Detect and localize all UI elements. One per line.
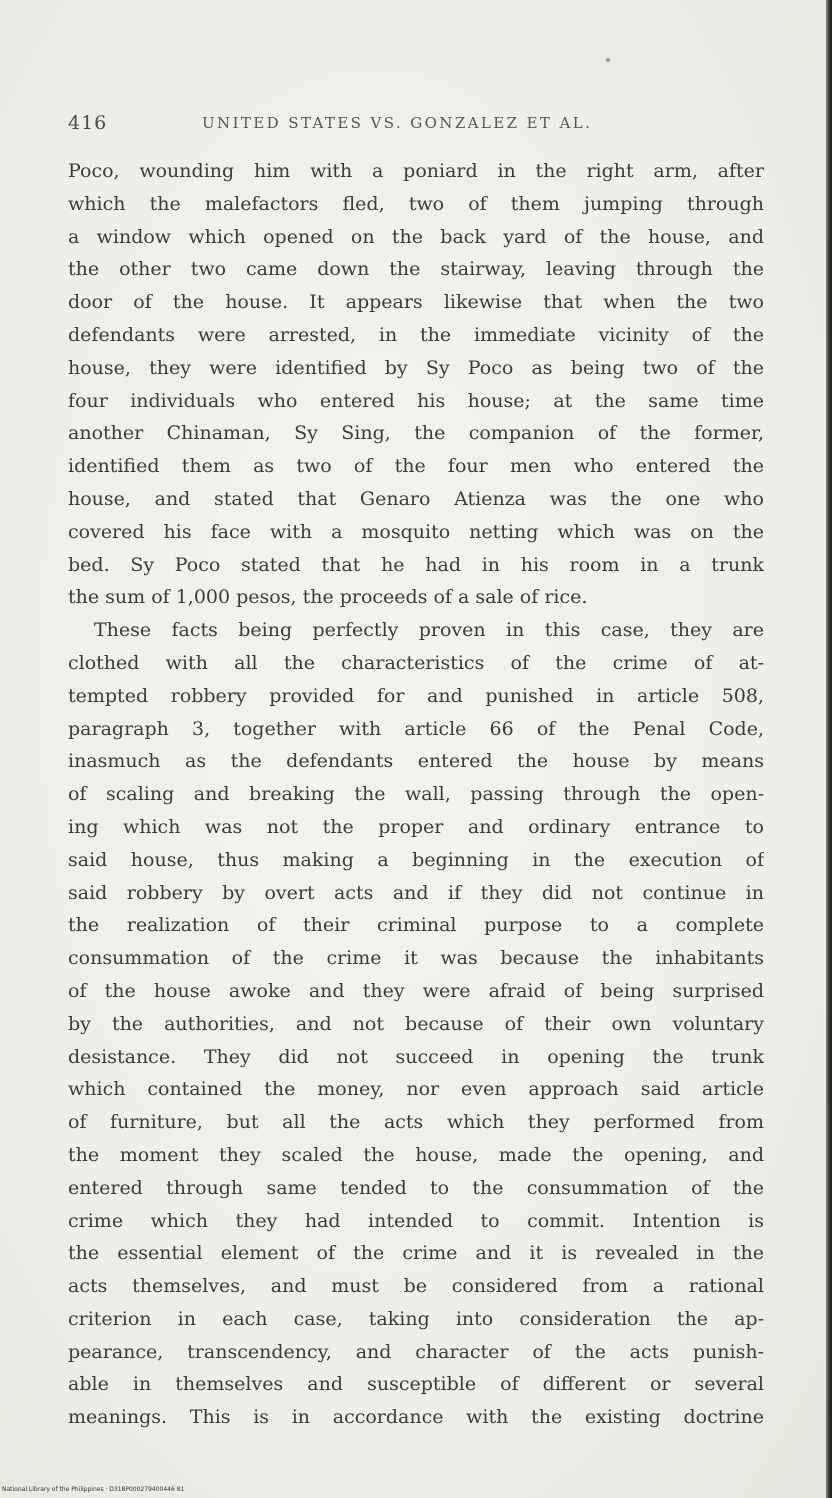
text-line: said robbery by overt acts and if they did not continue in — [68, 881, 764, 904]
text-line: identified them as two of the four men who entered the — [68, 455, 764, 478]
scan-footer: National Library of the Philippines · D318P000279400446 81 — [2, 1486, 185, 1493]
text-line: of scaling and breaking the wall, passing through the open- — [68, 783, 764, 806]
paragraph-2 — [68, 614, 764, 1434]
page-edge-shadow — [826, 0, 832, 1498]
page-number: 416 — [68, 112, 108, 134]
text-line: four individuals who entered his house; at the same time — [68, 389, 764, 412]
page-header — [68, 112, 768, 142]
text-line: desistance. They did not succeed in opening the trunk — [68, 1045, 764, 1068]
text-line: the other two came down the stairway, leaving through the — [68, 258, 764, 281]
text-line: criterion in each case, taking into consideration the ap- — [68, 1307, 764, 1330]
text-line: pearance, transcendency, and character of the acts punish- — [68, 1340, 764, 1363]
text-line: of the house awoke and they were afraid of being surprised — [68, 979, 764, 1002]
text-line: defendants were arrested, in the immediate vicinity of the — [68, 323, 764, 346]
text-line: which contained the money, nor even approach said article — [68, 1078, 764, 1101]
text-line: ing which was not the proper and ordinary entrance to — [68, 815, 764, 838]
text-line: entered through same tended to the consummation of the — [68, 1176, 764, 1199]
text-line: house, they were identified by Sy Poco as being two of the — [68, 356, 764, 379]
text-line: These facts being perfectly proven in this case, they are — [94, 619, 764, 642]
text-line: crime which they had intended to commit. Intention is — [68, 1209, 764, 1232]
text-line: acts themselves, and must be considered from a rational — [68, 1275, 764, 1298]
text-line: the essential element of the crime and it is revealed in the — [68, 1242, 764, 1265]
text-line: covered his face with a mosquito netting which was on the — [68, 520, 764, 543]
text-line: said house, thus making a beginning in the execution of — [68, 848, 764, 871]
text-line: paragraph 3, together with article 66 of the Penal Code, — [68, 717, 764, 740]
paragraph-1 — [68, 155, 764, 614]
text-line: which the malefactors fled, two of them jumping through — [68, 192, 764, 215]
text-line: of furniture, but all the acts which they performed from — [68, 1111, 764, 1134]
text-line: house, and stated that Genaro Atienza was the one who — [68, 487, 764, 510]
text-line: door of the house. It appears likewise that when the two — [68, 291, 764, 314]
text-line: tempted robbery provided for and punished in article 508, — [68, 684, 764, 707]
text-line: another Chinaman, Sy Sing, the companion of the former, — [68, 422, 764, 445]
text-line: consummation of the crime it was because the inhabitants — [68, 947, 764, 970]
text-line: a window which opened on the back yard of the house, and — [68, 225, 764, 248]
scan-speck — [606, 58, 610, 62]
running-head: UNITED STATES VS. GONZALEZ ET AL. — [202, 114, 593, 132]
text-line: the sum of 1,000 pesos, the proceeds of a sale of rice. — [68, 586, 588, 609]
body-text — [68, 155, 764, 1434]
text-line: the realization of their criminal purpose to a complete — [68, 914, 764, 937]
text-line: able in themselves and susceptible of different or several — [68, 1373, 764, 1396]
text-line: by the authorities, and not because of their own voluntary — [68, 1012, 764, 1035]
text-line: clothed with all the characteristics of the crime of at- — [68, 651, 764, 674]
text-line: meanings. This is in accordance with the existing doctrine — [68, 1406, 764, 1429]
text-line: the moment they scaled the house, made the opening, and — [68, 1143, 764, 1166]
text-line: bed. Sy Poco stated that he had in his room in a trunk — [68, 553, 764, 576]
text-line: inasmuch as the defendants entered the house by means — [68, 750, 764, 773]
text-line: Poco, wounding him with a poniard in the right arm, after — [68, 160, 764, 182]
